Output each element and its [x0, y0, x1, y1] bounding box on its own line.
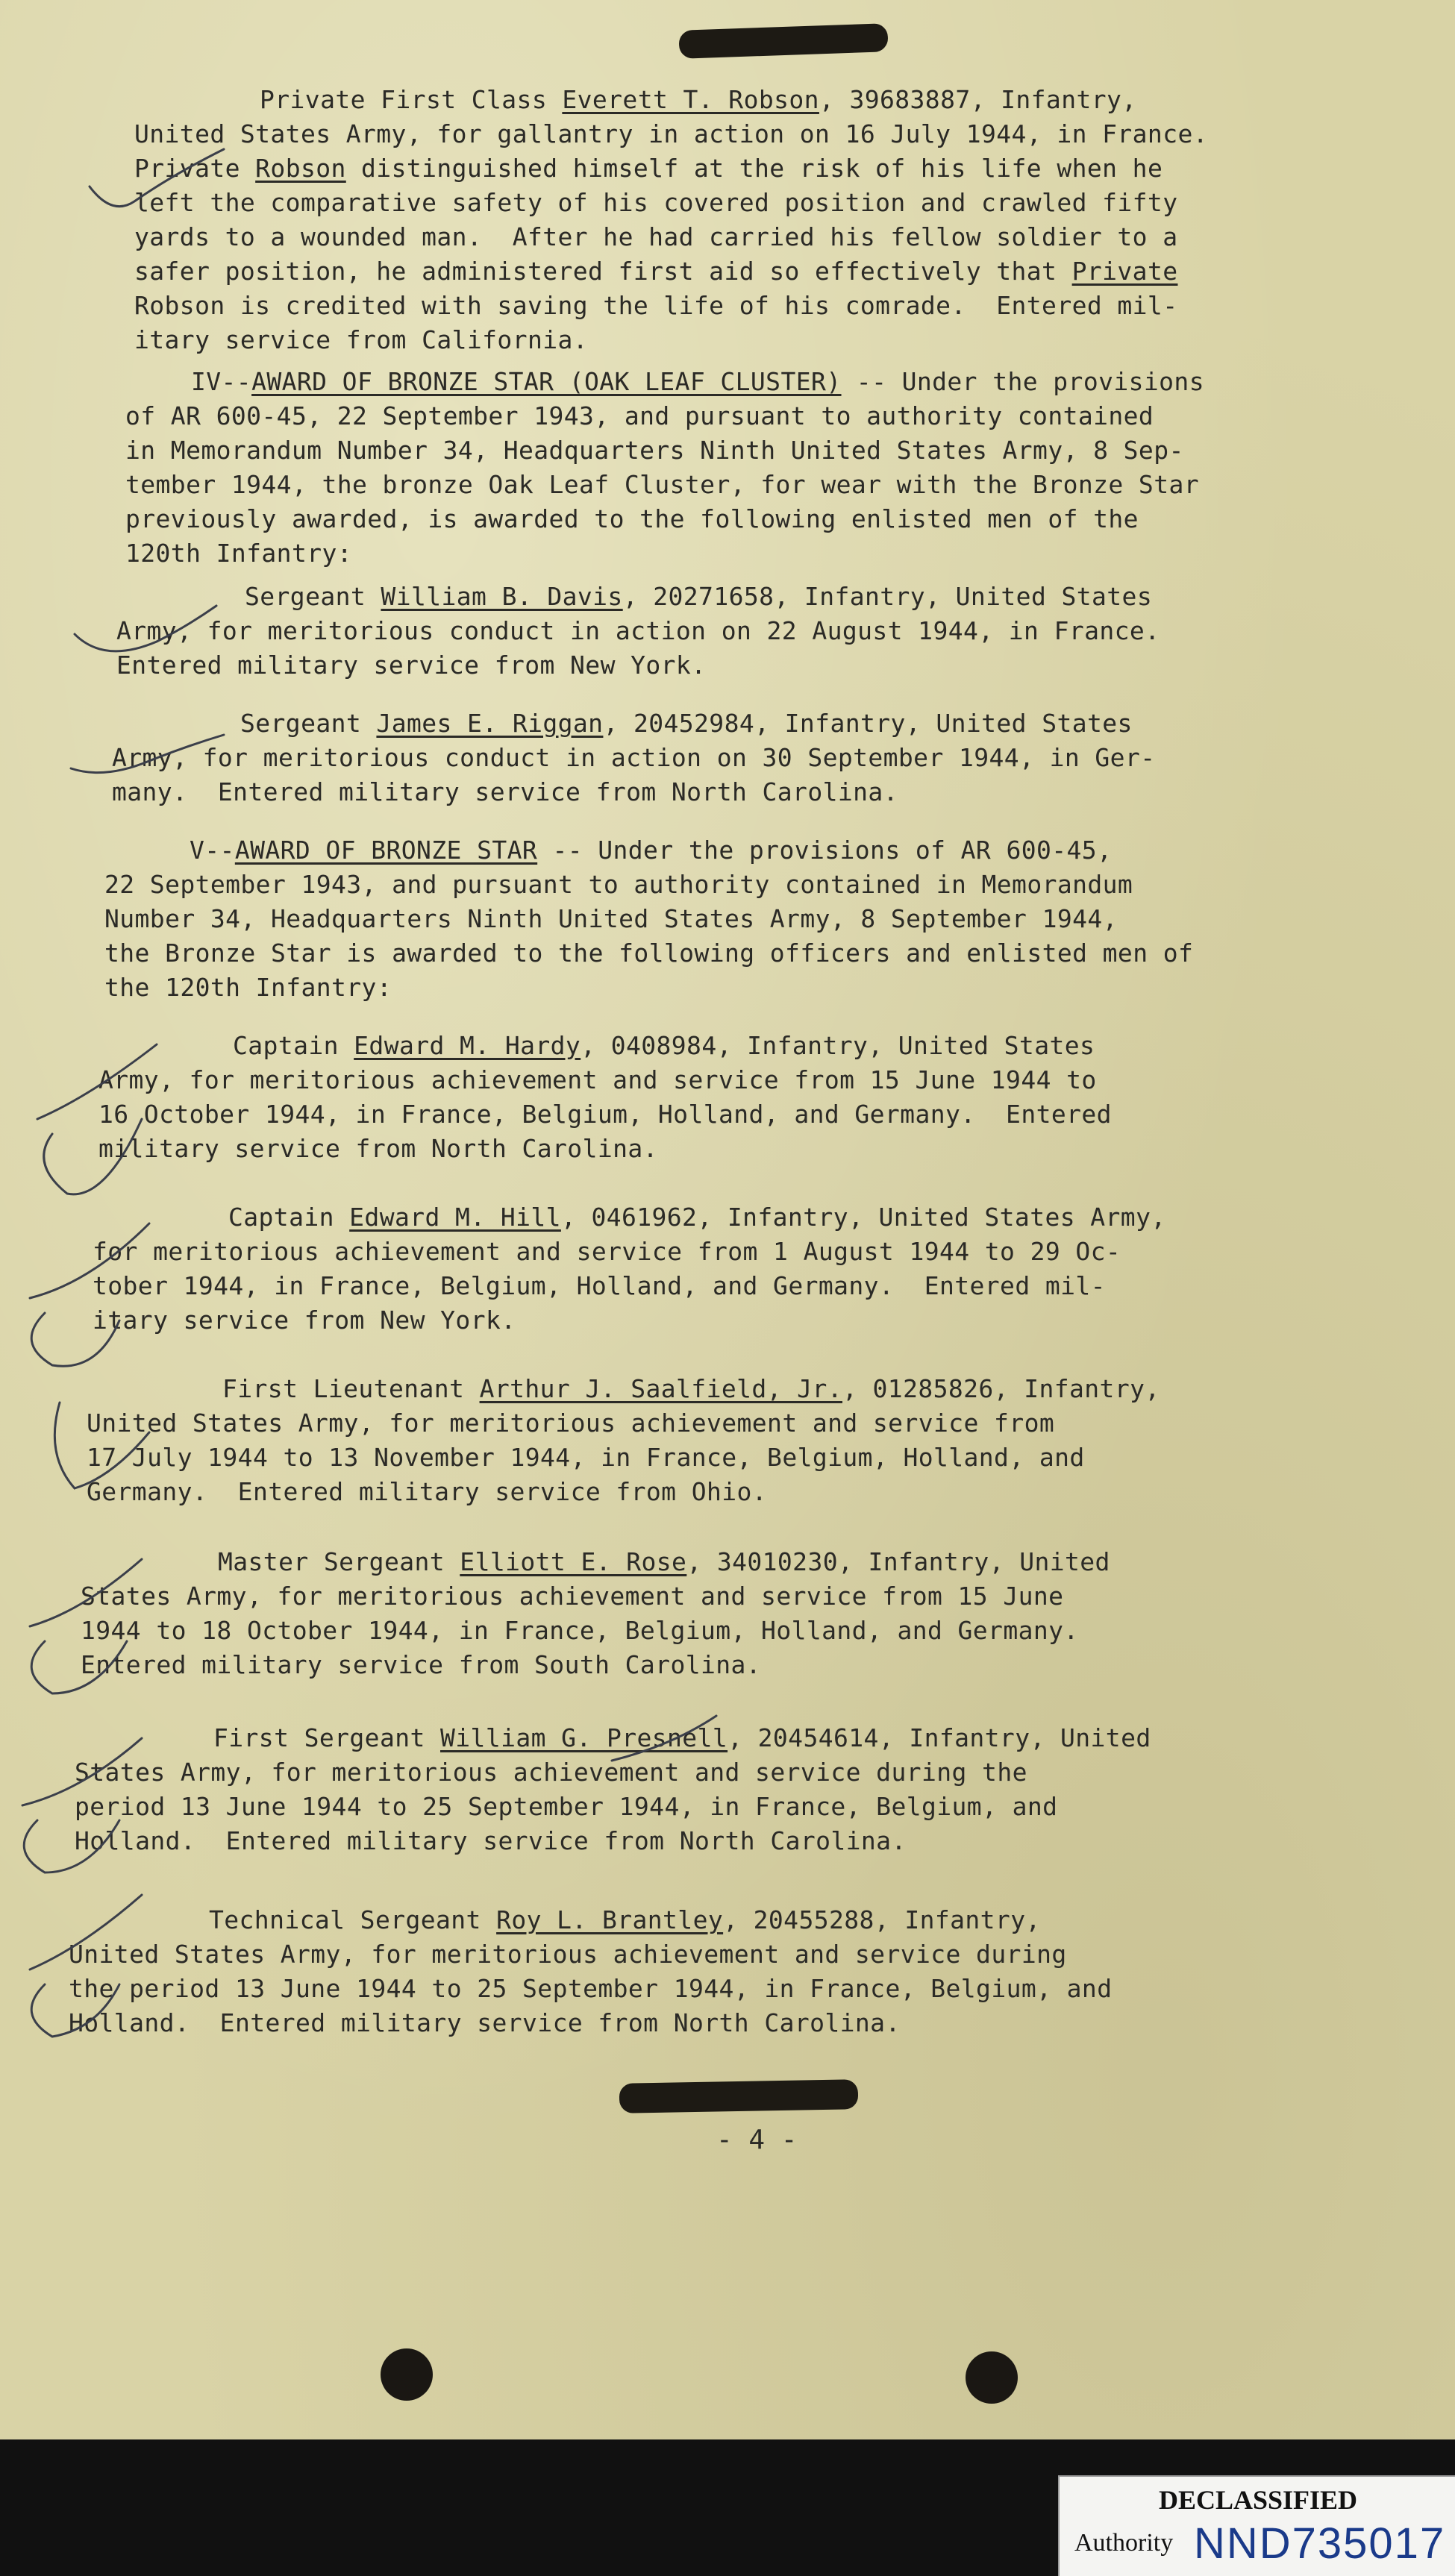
text-line: [125, 434, 1184, 467]
text-segment: Holland. Entered military service from North Carolina.: [75, 1826, 907, 1855]
text-line: [134, 221, 1177, 254]
underlined-name: Private: [1071, 257, 1178, 286]
text-segment: Robson is credited with saving the life of his comrade. Entered mil-: [134, 291, 1178, 320]
underlined-name: Edward M. Hardy: [354, 1031, 581, 1060]
text-line: [134, 118, 1208, 151]
declassified-authority-code: NND735017: [1194, 2519, 1446, 2568]
text-segment: Technical Sergeant: [209, 1905, 497, 1934]
text-line: [134, 289, 1177, 322]
text-line: [98, 1132, 658, 1165]
declassified-stamp: [1058, 2475, 1455, 2576]
underlined-name: Elliott E. Rose: [460, 1547, 687, 1576]
text-segment: , 20455288, Infantry,: [723, 1905, 1041, 1934]
text-segment: Captain: [233, 1031, 354, 1060]
text-segment: distinguished himself at the risk of his life when he: [345, 154, 1163, 183]
text-segment: V--: [190, 836, 235, 865]
underlined-name: William G. Presnell: [440, 1723, 728, 1752]
text-segment: many. Entered military service from North Carolina.: [112, 777, 898, 806]
text-line: [112, 776, 898, 809]
text-line: [98, 1064, 1097, 1097]
redaction-bar-top: [678, 23, 888, 59]
text-segment: , 20271658, Infantry, United States: [622, 582, 1153, 611]
text-segment: -- Under the provisions of AR 600-45,: [537, 836, 1113, 865]
text-segment: yards to a wounded man. After he had carried his fellow soldier to a: [134, 222, 1178, 251]
text-line: [87, 1441, 1085, 1474]
text-segment: First Lieutenant: [222, 1374, 480, 1403]
text-segment: military service from North Carolina.: [98, 1134, 658, 1163]
text-line: [218, 1546, 1110, 1579]
text-line: [191, 366, 1204, 398]
text-line: [190, 834, 1112, 867]
text-segment: , 0408984, Infantry, United States: [581, 1031, 1095, 1060]
text-line: [104, 937, 1193, 970]
text-segment: Sergeant: [240, 709, 377, 738]
text-line: [112, 742, 1155, 774]
text-segment: Captain: [228, 1203, 350, 1232]
text-line: [69, 1938, 1067, 1971]
underlined-name: Edward M. Hill: [349, 1203, 561, 1232]
text-segment: First Sergeant: [213, 1723, 441, 1752]
underlined-name: Arthur J. Saalfield, Jr.: [479, 1374, 842, 1403]
text-segment: 16 October 1944, in France, Belgium, Holland, and Germany. Entered: [98, 1100, 1112, 1129]
text-line: [125, 400, 1154, 433]
text-segment: , 20452984, Infantry, United States: [603, 709, 1133, 738]
text-segment: period 13 June 1944 to 25 September 1944, in France, Belgium, and: [75, 1792, 1058, 1821]
text-segment: left the comparative safety of his covered position and crawled fifty: [134, 188, 1178, 217]
text-segment: States Army, for meritorious achievement and service during the: [75, 1758, 1027, 1787]
text-line: [69, 1972, 1112, 2005]
declassified-title: DECLASSIFIED: [1158, 2485, 1358, 2515]
text-segment: IV--: [191, 367, 252, 396]
text-line: [125, 503, 1139, 536]
text-line: [134, 187, 1177, 219]
text-segment: in Memorandum Number 34, Headquarters Ninth United States Army, 8 Sep-: [125, 436, 1184, 465]
underlined-name: Robson: [255, 154, 346, 183]
text-segment: Sergeant: [245, 582, 381, 611]
text-segment: tober 1944, in France, Belgium, Holland, and Germany. Entered mil-: [93, 1271, 1106, 1300]
text-segment: itary service from New York.: [93, 1306, 516, 1335]
text-segment: safer position, he administered first aid so effectively that: [134, 257, 1072, 286]
text-segment: Number 34, Headquarters Ninth United States Army, 8 September 1944,: [104, 904, 1118, 933]
text-line: [125, 537, 352, 570]
text-segment: 22 September 1943, and pursuant to authority contained in Memorandum: [104, 870, 1133, 899]
page-number: - 4 -: [716, 2125, 798, 2155]
text-line: [75, 1825, 907, 1858]
text-segment: 17 July 1944 to 13 November 1944, in France, Belgium, Holland, and: [87, 1443, 1085, 1472]
declassified-authority-label: Authority: [1074, 2529, 1174, 2557]
text-line: [69, 2007, 901, 2040]
underlined-name: AWARD OF BRONZE STAR: [234, 836, 538, 865]
text-line: [93, 1235, 1121, 1268]
text-line: [116, 615, 1160, 648]
redaction-bar-bottom: [619, 2079, 859, 2113]
text-line: [104, 868, 1133, 901]
text-line: [104, 903, 1118, 936]
text-segment: the period 13 June 1944 to 25 September 1944, in France, Belgium, and: [69, 1974, 1113, 2003]
text-segment: United States Army, for meritorious achievement and service from: [87, 1408, 1055, 1438]
text-line: [104, 971, 392, 1004]
punch-hole-right: [966, 2351, 1018, 2404]
underlined-name: James E. Riggan: [376, 709, 604, 738]
text-line: [93, 1270, 1106, 1303]
text-segment: Private First Class: [260, 85, 563, 114]
text-segment: Entered military service from South Carolina.: [81, 1650, 762, 1679]
text-segment: , 20454614, Infantry, United: [728, 1723, 1151, 1752]
text-line: [98, 1098, 1112, 1131]
text-line: [134, 152, 1163, 185]
text-segment: itary service from California.: [134, 325, 589, 354]
text-line: [240, 707, 1133, 740]
text-segment: Entered military service from New York.: [116, 651, 707, 680]
text-segment: , 0461962, Infantry, United States Army,: [560, 1203, 1166, 1232]
text-segment: tember 1944, the bronze Oak Leaf Cluster, for wear with the Bronze Star: [125, 470, 1200, 499]
text-segment: for meritorious achievement and service from 1 August 1944 to 29 Oc-: [93, 1237, 1121, 1266]
text-line: [260, 84, 1137, 116]
text-segment: United States Army, for gallantry in action on 16 July 1944, in France.: [134, 119, 1209, 148]
text-line: [228, 1201, 1166, 1234]
underlined-name: Everett T. Robson: [562, 85, 819, 114]
text-line: [81, 1580, 1063, 1613]
text-segment: Army, for meritorious achievement and service from 15 June 1944 to: [98, 1065, 1097, 1094]
text-segment: Holland. Entered military service from North Carolina.: [69, 2008, 901, 2037]
text-segment: of AR 600-45, 22 September 1943, and pursuant to authority contained: [125, 401, 1154, 430]
text-segment: , 34010230, Infantry, United: [686, 1547, 1110, 1576]
underlined-name: Roy L. Brantley: [496, 1905, 724, 1934]
text-line: [209, 1904, 1041, 1937]
text-line: [222, 1373, 1160, 1405]
text-segment: Private: [134, 154, 256, 183]
text-segment: Germany. Entered military service from Ohio.: [87, 1477, 768, 1506]
underlined-name: William B. Davis: [381, 582, 623, 611]
text-segment: United States Army, for meritorious achievement and service during: [69, 1940, 1067, 1969]
text-segment: 1944 to 18 October 1944, in France, Belgium, Holland, and Germany.: [81, 1616, 1079, 1645]
text-line: [233, 1030, 1095, 1062]
text-line: [134, 324, 588, 357]
text-segment: Master Sergeant: [218, 1547, 460, 1576]
text-line: [125, 468, 1199, 501]
text-line: [213, 1722, 1151, 1755]
text-segment: the Bronze Star is awarded to the following officers and enlisted men of: [104, 938, 1194, 968]
text-line: [134, 255, 1177, 288]
text-line: [75, 1756, 1027, 1789]
text-segment: States Army, for meritorious achievement and service from 15 June: [81, 1582, 1064, 1611]
text-segment: Army, for meritorious conduct in action on 30 September 1944, in Ger-: [112, 743, 1156, 772]
text-segment: Army, for meritorious conduct in action on 22 August 1944, in France.: [116, 616, 1160, 645]
text-segment: previously awarded, is awarded to the following enlisted men of the: [125, 504, 1139, 533]
text-segment: the 120th Infantry:: [104, 973, 392, 1002]
text-segment: , 39683887, Infantry,: [819, 85, 1137, 114]
text-segment: 120th Infantry:: [125, 539, 353, 568]
text-line: [93, 1304, 516, 1337]
text-line: [87, 1407, 1054, 1440]
text-segment: , 01285826, Infantry,: [842, 1374, 1160, 1403]
text-line: [87, 1476, 767, 1508]
text-line: [75, 1790, 1057, 1823]
text-segment: -- Under the provisions: [841, 367, 1204, 396]
text-line: [116, 649, 706, 682]
text-line: [81, 1649, 761, 1682]
text-line: [81, 1614, 1079, 1647]
underlined-name: AWARD OF BRONZE STAR (OAK LEAF CLUSTER): [251, 367, 842, 396]
punch-hole-left: [381, 2348, 433, 2401]
text-line: [245, 580, 1152, 613]
